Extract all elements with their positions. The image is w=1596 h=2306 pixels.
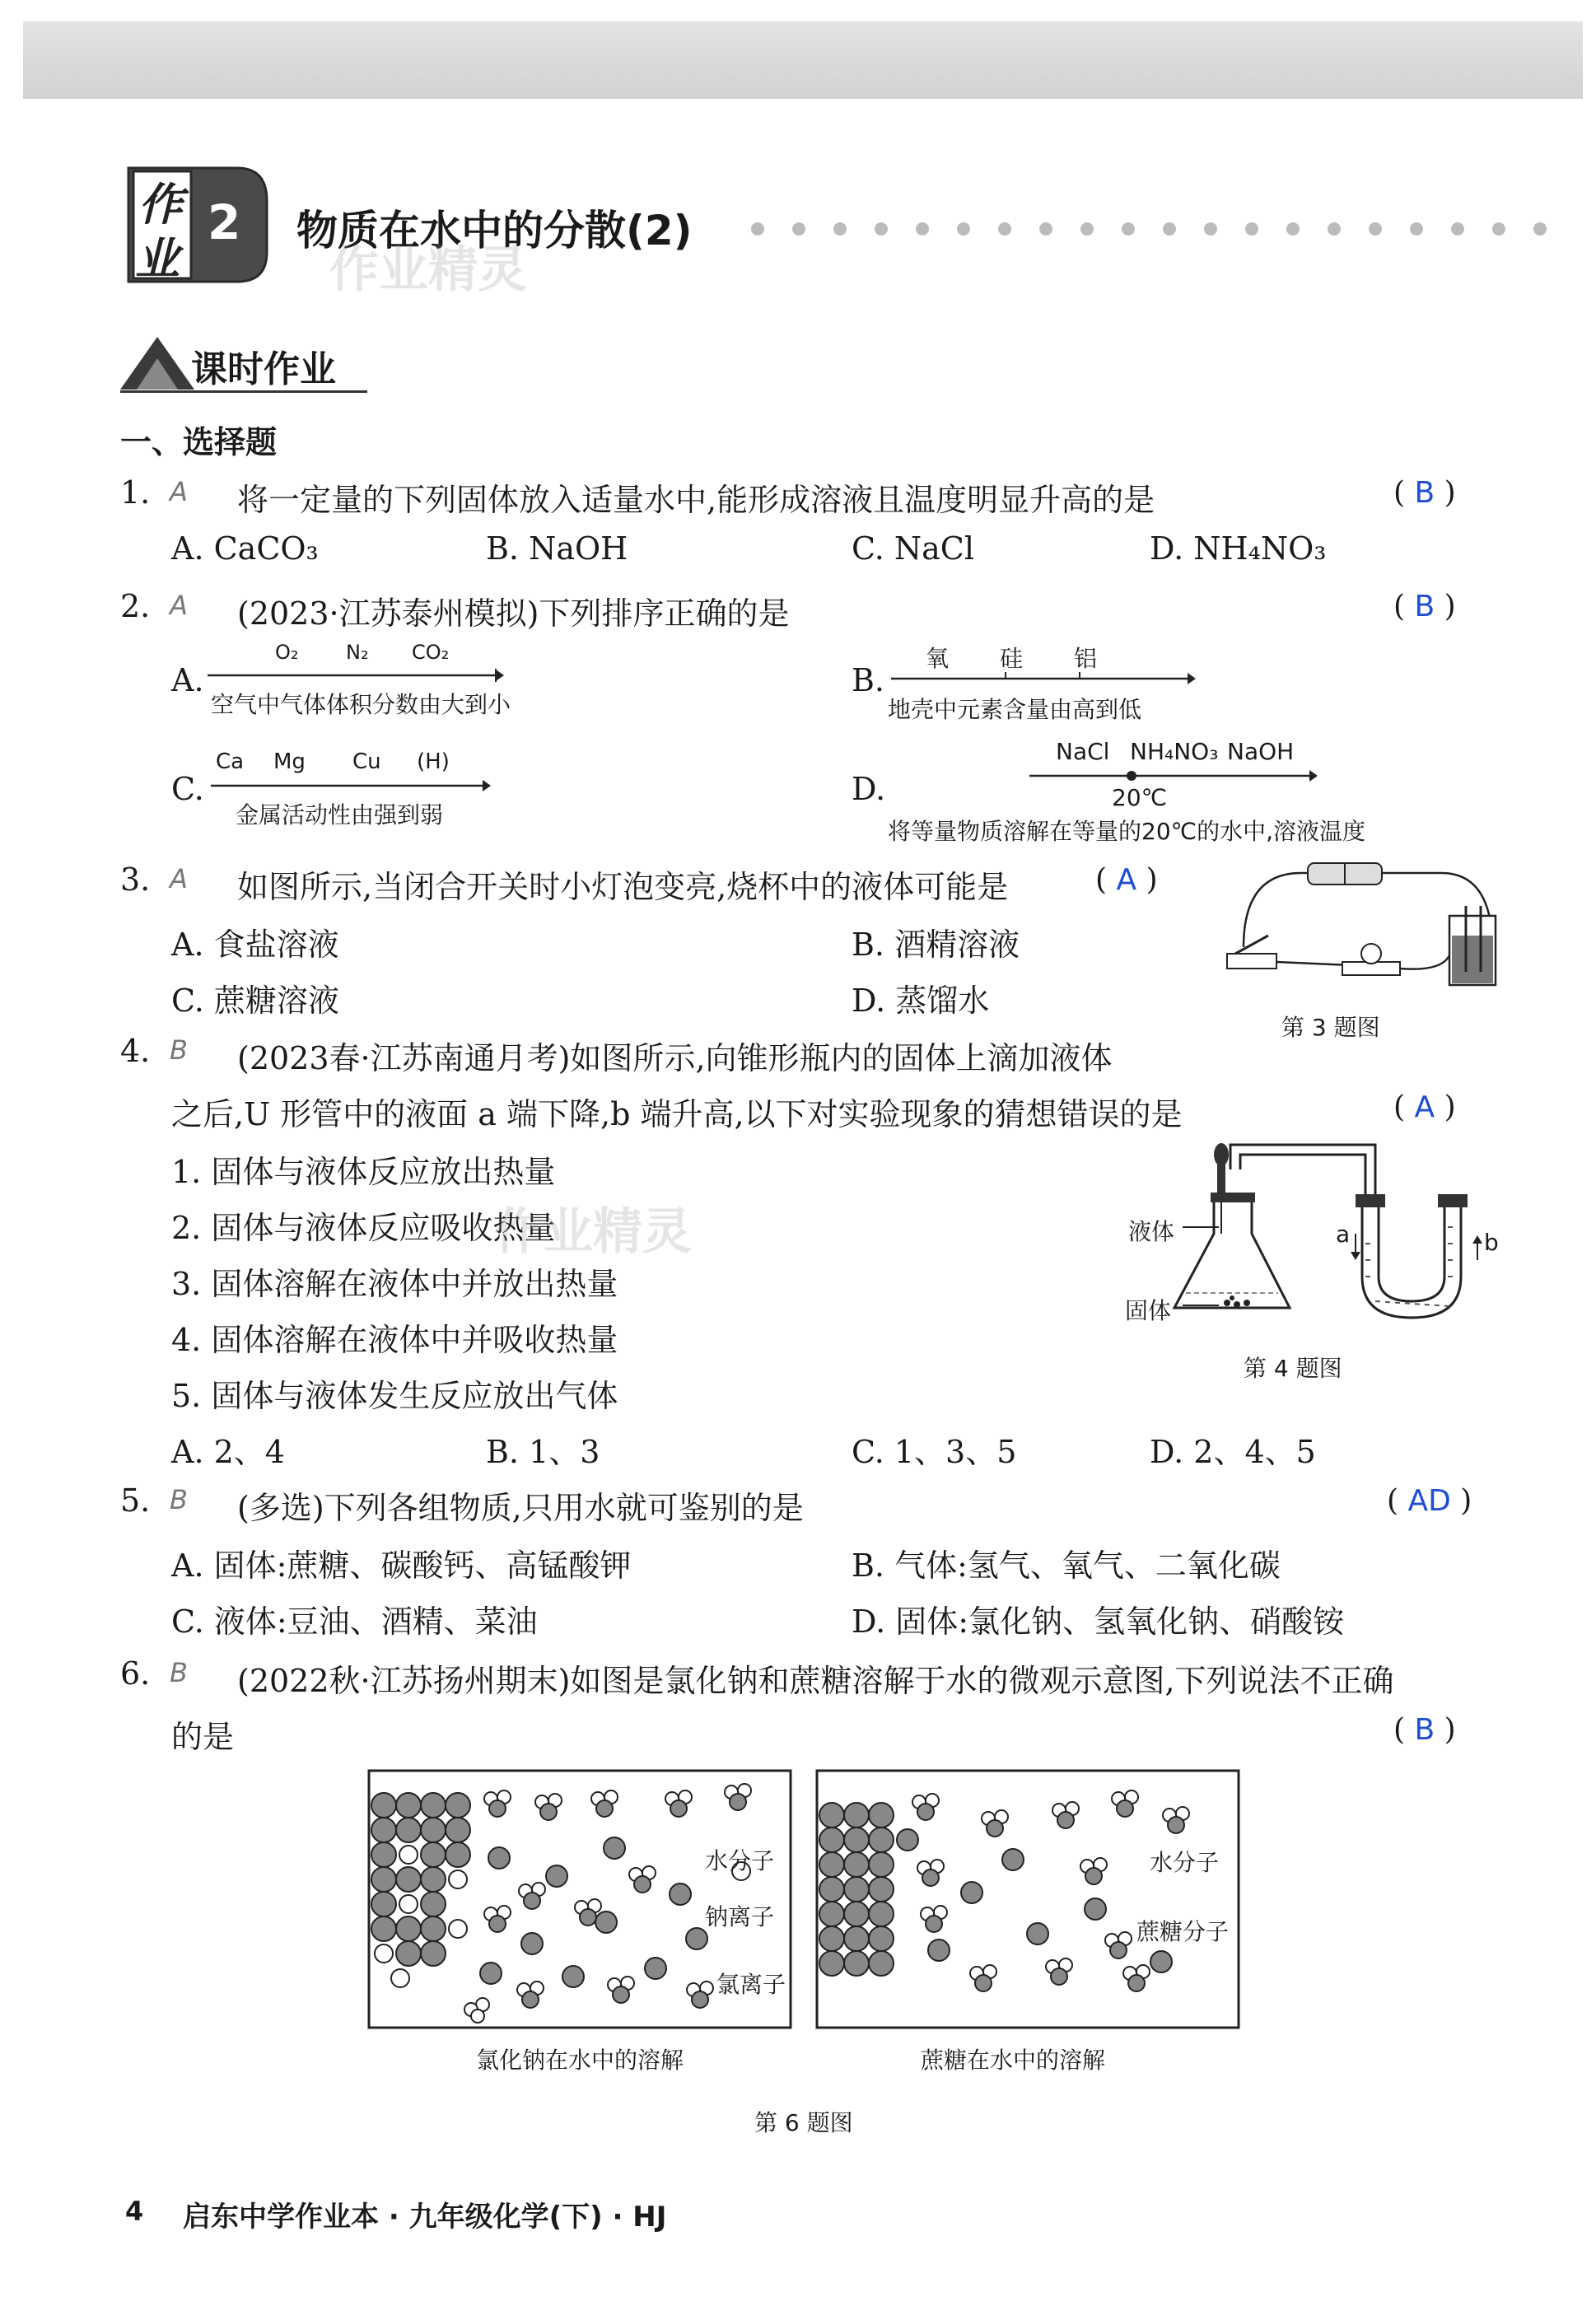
q4-label-liquid: 液体 (1128, 1218, 1175, 1245)
page-number: 4 (125, 2196, 144, 2227)
q2-d-tick-1: NaCl (1056, 738, 1110, 765)
q4-level: B (170, 1034, 188, 1066)
q3-text: 如图所示,当闭合开关时小灯泡变亮,烧杯中的液体可能是 (237, 869, 1009, 905)
q6-answer-value: B (1414, 1713, 1435, 1747)
q1-text: 将一定量的下列固体放入适量水中,能形成溶液且温度明显升高的是 (237, 482, 1155, 518)
section-label: 课时作业 (191, 348, 336, 390)
badge-number: 2 (208, 194, 241, 250)
q3-option-d: D. 蒸馏水 (852, 983, 990, 1019)
title-dot-line (749, 221, 1573, 237)
q2-option-c-letter: C. (171, 771, 204, 807)
q1-number: 1. (120, 474, 151, 511)
q5-option-b: B. 气体:氢气、氧气、二氧化碳 (852, 1547, 1281, 1584)
q2-a-arrow (208, 667, 504, 684)
q3-number: 3. (120, 861, 151, 898)
q3-level: A (170, 863, 188, 894)
q6-left-legend-chloride: 氯离子 (716, 1971, 786, 1998)
q5-option-c: C. 液体:豆油、酒精、菜油 (171, 1603, 538, 1640)
q6-right-caption: 蔗糖在水中的溶解 (921, 2047, 1106, 2074)
section-triangle-icon (120, 334, 194, 391)
q2-number: 2. (120, 588, 151, 624)
q2-d-caption: 将等量物质溶解在等量的20℃的水中,溶液温度 (888, 818, 1365, 845)
q6-answer: ( B ) (1393, 1713, 1456, 1747)
q2-a-tick-2: N₂ (346, 641, 369, 664)
q4-label-solid: 固体 (1125, 1297, 1172, 1324)
q4-option-b: B. 1、3 (486, 1434, 600, 1470)
q3-option-a: A. 食盐溶液 (171, 927, 339, 963)
q6-right-legend-sucrose: 蔗糖分子 (1136, 1918, 1230, 1945)
q5-level: B (170, 1484, 188, 1515)
q2-b-tick-2: 硅 (1000, 645, 1024, 672)
q4-item-1: 1. 固体与液体反应放出热量 (171, 1154, 556, 1190)
q2-b-arrow (891, 670, 1196, 687)
q4-item-4: 4. 固体溶解在液体中并吸收热量 (171, 1322, 618, 1358)
q5-number: 5. (120, 1482, 151, 1519)
q5-option-a: A. 固体:蔗糖、碳酸钙、高锰酸钾 (171, 1547, 632, 1584)
q2-option-a-letter: A. (171, 662, 204, 698)
q4-option-c: C. 1、3、5 (852, 1434, 1017, 1470)
q5-text: (多选)下列各组物质,只用水就可鉴别的是 (237, 1490, 804, 1526)
q4-item-3: 3. 固体溶解在液体中并放出热量 (171, 1266, 618, 1302)
q4-number: 4. (120, 1033, 151, 1069)
q6-text: (2022秋·江苏扬州期末)如图是氯化钠和蔗糖溶解于水的微观示意图,下列说法不正确 (237, 1663, 1394, 1699)
q2-c-tick-2: Mg (273, 749, 306, 774)
q4-option-d: D. 2、4、5 (1150, 1434, 1316, 1470)
q2-d-mark: 20℃ (1112, 784, 1168, 811)
q1-option-b: B. NaOH (486, 530, 628, 567)
q6-sucrose-figure (815, 1769, 1240, 2029)
watermark-top: 作业精灵 (329, 241, 527, 299)
q2-d-arrow (1029, 766, 1318, 786)
q2-d-tick-2: NH₄NO₃ (1130, 738, 1219, 765)
q6-left-legend-sodium: 钠离子 (705, 1903, 775, 1930)
q1-level: A (170, 476, 188, 507)
q6-text2: 的是 (171, 1719, 235, 1755)
q3-answer: ( A ) (1095, 863, 1158, 897)
q2-option-d-letter: D. (852, 771, 886, 807)
q2-c-tick-3: Cu (352, 749, 381, 774)
q2-c-tick-4: (H) (417, 749, 450, 774)
q4-item-5: 5. 固体与液体发生反应放出气体 (171, 1378, 618, 1414)
q2-a-tick-1: O₂ (275, 641, 299, 664)
q6-number: 6. (120, 1655, 151, 1692)
q2-answer: ( B ) (1393, 590, 1456, 623)
q1-answer-value: B (1414, 476, 1435, 510)
section-underline (120, 390, 367, 393)
top-band (23, 21, 1583, 99)
q6-left-caption: 氯化钠在水中的溶解 (476, 2047, 684, 2074)
q5-answer: ( AD ) (1387, 1484, 1472, 1518)
q5-answer-value: AD (1407, 1484, 1451, 1518)
q4-figure-caption: 第 4 题图 (1244, 1355, 1342, 1382)
q2-c-caption: 金属活动性由强到弱 (236, 801, 444, 829)
q3-option-c: C. 蔗糖溶液 (171, 983, 339, 1019)
q4-answer-value: A (1414, 1090, 1435, 1124)
page-title: 物质在水中的分散(2) (296, 207, 693, 254)
q6-left-legend-water: 水分子 (705, 1847, 775, 1874)
subheading: 一、选择题 (120, 424, 278, 460)
watermark-middle: 作业精灵 (494, 1203, 692, 1261)
q2-c-tick-1: Ca (216, 749, 245, 774)
q6-level: B (170, 1657, 188, 1688)
q2-a-caption: 空气中气体体积分数由大到小 (211, 691, 511, 718)
badge-top-char: 作 (138, 179, 183, 231)
q6-figure-caption: 第 6 题图 (754, 2109, 853, 2136)
q3-answer-value: A (1116, 863, 1137, 897)
q2-level: A (170, 590, 188, 621)
q4-text: (2023春·江苏南通月考)如图所示,向锥形瓶内的固体上滴加液体 (237, 1040, 1113, 1076)
q3-option-b: B. 酒精溶液 (852, 927, 1020, 963)
q5-option-d: D. 固体:氯化钠、氢氧化钠、硝酸铵 (852, 1603, 1345, 1640)
q3-figure-caption: 第 3 题图 (1281, 1014, 1380, 1041)
q4-flask-u-tube-figure (1128, 1137, 1515, 1334)
q2-b-tick-3: 铝 (1074, 645, 1098, 672)
q3-circuit-figure (1211, 857, 1507, 997)
q2-option-b-letter: B. (852, 662, 885, 698)
q2-b-tick-1: 氧 (926, 645, 950, 672)
q2-a-tick-3: CO₂ (412, 641, 450, 664)
q4-text2: 之后,U 形管中的液面 a 端下降,b 端升高,以下对实验现象的猜想错误的是 (171, 1096, 1183, 1132)
q2-answer-value: B (1414, 590, 1435, 623)
q1-answer: ( B ) (1393, 476, 1456, 510)
q2-d-tick-3: NaOH (1227, 738, 1295, 765)
q1-option-a: A. CaCO₃ (171, 530, 319, 567)
q4-item-2: 2. 固体与液体反应吸收热量 (171, 1210, 556, 1246)
q1-option-c: C. NaCl (852, 530, 975, 567)
q2-c-arrow (211, 777, 491, 794)
assignment-badge (122, 161, 270, 285)
q4-label-a: a (1336, 1221, 1351, 1248)
badge-bottom-char: 业 (135, 233, 180, 285)
q4-answer: ( A ) (1393, 1090, 1456, 1124)
q4-label-b: b (1484, 1229, 1499, 1256)
q2-b-caption: 地壳中元素含量由高到低 (888, 696, 1142, 723)
q4-option-a: A. 2、4 (171, 1434, 285, 1470)
q6-right-legend-water: 水分子 (1150, 1849, 1220, 1876)
footer-text: 启东中学作业本 · 九年级化学(下) · HJ (183, 2201, 667, 2234)
q1-option-d: D. NH₄NO₃ (1150, 530, 1327, 567)
q2-text: (2023·江苏泰州模拟)下列排序正确的是 (237, 595, 790, 632)
